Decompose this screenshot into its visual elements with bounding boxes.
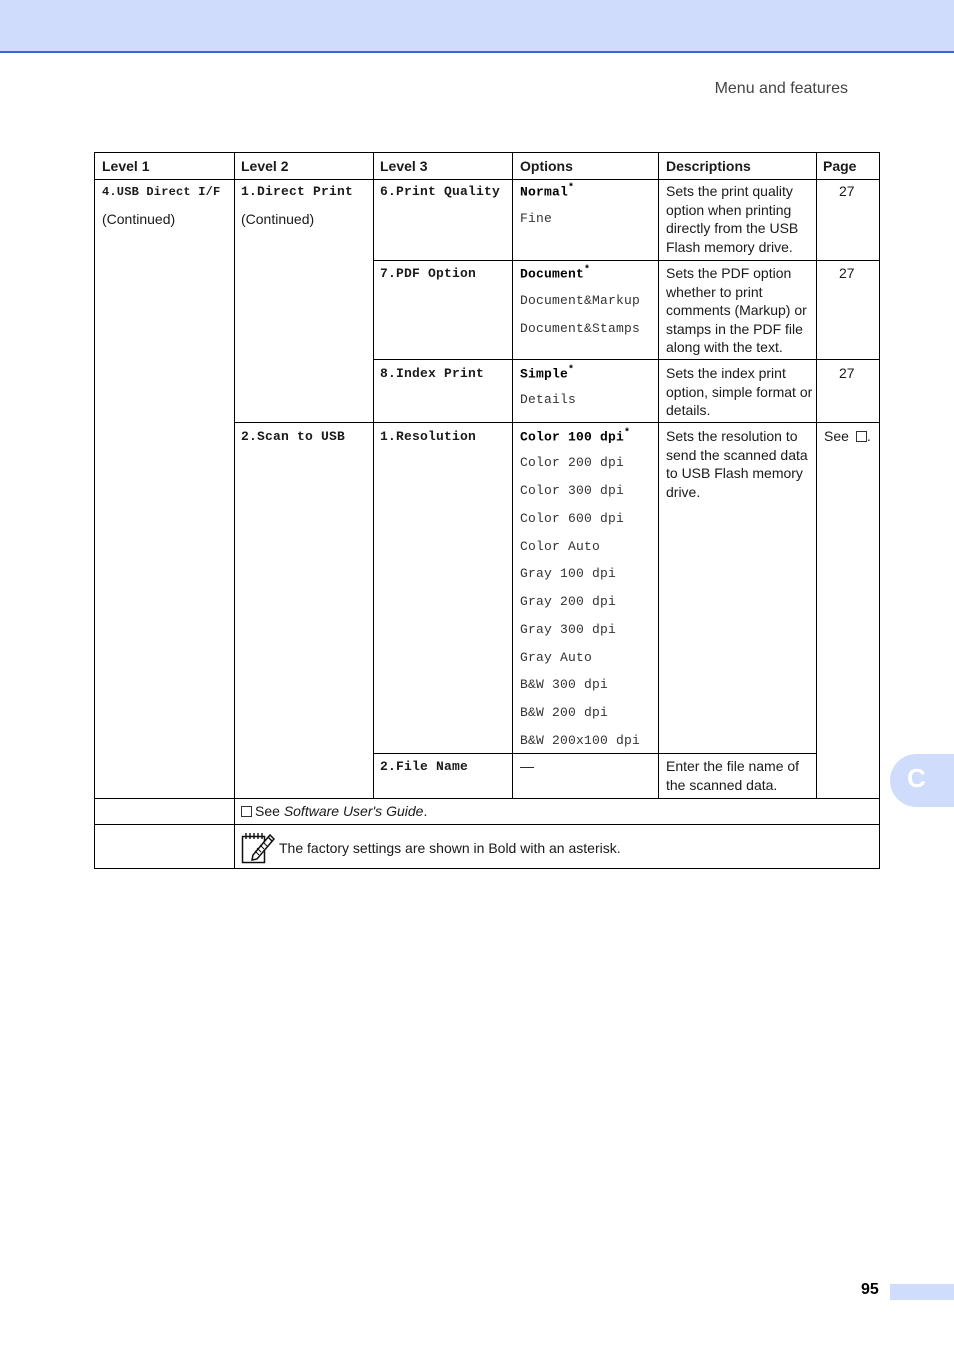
col-divider — [373, 153, 374, 798]
option-item: Color Auto — [520, 539, 601, 554]
option-item: Document* — [520, 265, 591, 282]
level2-direct-print: 1.Direct Print — [241, 184, 354, 199]
footnote-suffix: . — [423, 803, 428, 819]
description-file-name: Enter the file name of the scanned data. — [666, 758, 800, 793]
row-divider — [373, 753, 816, 754]
chapter-tab — [890, 754, 954, 807]
header-descriptions: Descriptions — [666, 158, 751, 174]
col-divider — [234, 798, 235, 869]
footnote-software-guide — [241, 802, 427, 821]
level1-name: 4.USB Direct I/F — [102, 185, 221, 199]
option-item: Simple* — [520, 365, 575, 382]
level1-continued: (Continued) — [102, 211, 176, 227]
page-number-bar — [890, 1284, 954, 1300]
header-level1: Level 1 — [102, 158, 150, 174]
col-divider — [512, 153, 513, 798]
header-level2: Level 2 — [241, 158, 289, 174]
level3-resolution: 1.Resolution — [380, 429, 477, 444]
option-item: Normal* — [520, 183, 575, 200]
page-number: 95 — [861, 1281, 879, 1298]
option-item: Details — [520, 392, 577, 407]
top-header-band — [0, 0, 954, 53]
description-resolution: Sets the resolution to send the scanned data to USB Flash memory drive. — [666, 428, 808, 500]
running-header: Menu and features — [714, 80, 848, 97]
col-divider — [234, 153, 235, 798]
description-pdf-option: Sets the PDF option whether to print comments (Markup) or stamps in the PDF file along with the text. — [666, 265, 807, 355]
description-print-quality: Sets the print quality option when printing directly from the USB Flash memory drive. — [666, 183, 799, 255]
level2-continued: (Continued) — [241, 211, 315, 227]
level2-scan-to-usb: 2.Scan to USB — [241, 429, 346, 444]
level3-print-quality: 6.Print Quality — [380, 184, 501, 199]
option-item: B&W 300 dpi — [520, 677, 609, 692]
description-index-print: Sets the index print option, simple format or details. — [666, 365, 813, 418]
row-divider — [95, 179, 880, 180]
option-item: — — [520, 758, 534, 774]
col-divider — [816, 153, 817, 798]
header-level3: Level 3 — [380, 158, 428, 174]
footnote-prefix: See — [255, 803, 284, 819]
level3-pdf-option: 7.PDF Option — [380, 266, 477, 281]
page-see-period: . — [866, 428, 871, 444]
row-divider — [234, 422, 880, 423]
footnote-guide-title: Software User's Guide — [283, 803, 424, 819]
header-options: Options — [520, 158, 573, 174]
option-item: Gray 300 dpi — [520, 622, 617, 637]
row-divider — [373, 359, 880, 360]
page-print-quality: 27 — [839, 183, 855, 199]
row-divider — [373, 260, 880, 261]
col-divider — [658, 153, 659, 798]
level3-index-print: 8.Index Print — [380, 366, 485, 381]
option-item: Gray Auto — [520, 650, 593, 665]
page-pdf-option: 27 — [839, 265, 855, 281]
page-resolution — [824, 427, 871, 446]
row-divider — [95, 824, 880, 825]
level3-file-name: 2.File Name — [380, 759, 469, 774]
page-index-print: 27 — [839, 365, 855, 381]
menu-table — [94, 152, 880, 869]
option-item: Gray 200 dpi — [520, 594, 617, 609]
reference-box-icon — [241, 806, 252, 817]
option-item: Fine — [520, 211, 553, 226]
option-item: Color 100 dpi* — [520, 428, 631, 445]
note-pencil-icon — [241, 831, 277, 865]
option-item: Color 600 dpi — [520, 511, 625, 526]
option-item: Color 200 dpi — [520, 455, 625, 470]
option-item: Gray 100 dpi — [520, 566, 617, 581]
option-item: Document&Stamps — [520, 321, 641, 336]
header-page: Page — [823, 158, 857, 174]
row-divider — [95, 798, 880, 799]
chapter-tab-letter: C — [907, 763, 926, 793]
page-see-label: See — [824, 428, 849, 444]
option-item: Document&Markup — [520, 293, 641, 308]
option-item: Color 300 dpi — [520, 483, 625, 498]
reference-box-icon — [856, 431, 867, 442]
note-text: The factory settings are shown in Bold with an asterisk. — [279, 840, 621, 856]
option-item: B&W 200x100 dpi — [520, 733, 641, 748]
option-item: B&W 200 dpi — [520, 705, 609, 720]
